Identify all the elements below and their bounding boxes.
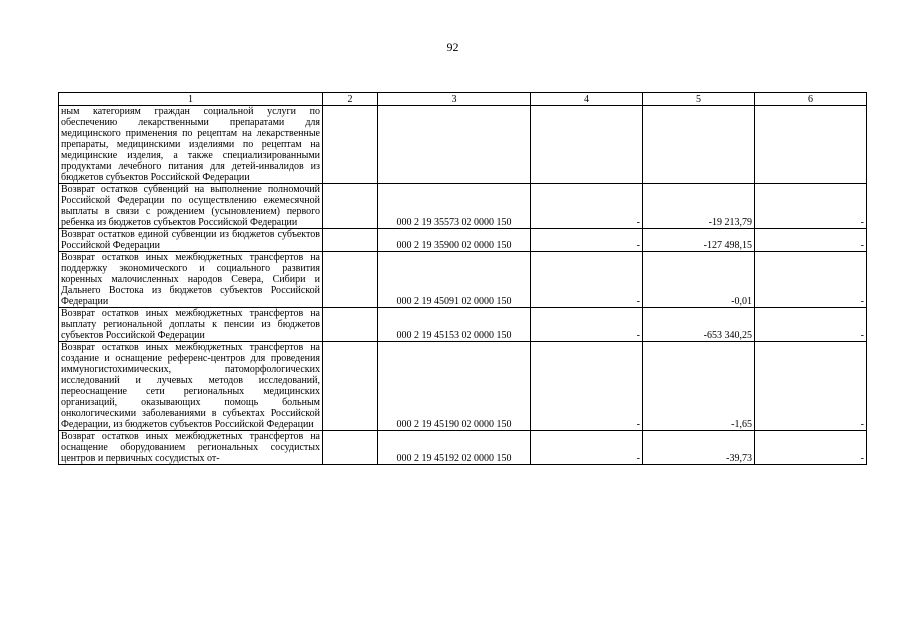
row-col4: - [531, 229, 643, 252]
row-col4: - [531, 308, 643, 342]
row-code: 000 2 19 35573 02 0000 150 [378, 184, 531, 229]
table-row [59, 252, 867, 308]
row-col2 [323, 431, 378, 465]
column-header: 1 [59, 93, 323, 106]
column-header: 3 [378, 93, 531, 106]
row-col4: - [531, 431, 643, 465]
column-header: 6 [755, 93, 867, 106]
page-number: 92 [446, 40, 459, 54]
row-col6: - [755, 184, 867, 229]
row-col5 [643, 106, 755, 184]
row-col6: - [755, 342, 867, 431]
row-code: 000 2 19 45153 02 0000 150 [378, 308, 531, 342]
row-col6 [755, 106, 867, 184]
row-description: ным категориям граждан социальной услуги по обеспечению лекарственными препаратами для медицинского применения по рецептам на лекарственные препараты, медицинскими изделиями по рецептам на медицинские изделия, а также специализированными продуктами лечебного питания для детей-инвалидов из бюджетов субъектов Российской Федерации [59, 106, 323, 184]
row-col5: -127 498,15 [643, 229, 755, 252]
row-col2 [323, 229, 378, 252]
budget-table [58, 92, 867, 465]
row-col2 [323, 252, 378, 308]
row-description: Возврат остатков иных межбюджетных трансфертов на создание и оснащение референс-центров для проведения иммуногистохимических, патоморфологических исследований и лучевых методов исследований, переоснащение сети региональных медицинских организаций, оказывающих помощь больным онкологическими заболеваниями в субъектах Российской Федерации, из бюджетов субъектов Российской Федерации [59, 342, 323, 431]
row-code [378, 106, 531, 184]
row-code: 000 2 19 45091 02 0000 150 [378, 252, 531, 308]
row-col5: -0,01 [643, 252, 755, 308]
row-description: Возврат остатков единой субвенции из бюджетов субъектов Российской Федерации [59, 229, 323, 252]
row-col5: -39,73 [643, 431, 755, 465]
table-row [59, 342, 867, 431]
table-row [59, 431, 867, 465]
row-col6: - [755, 431, 867, 465]
row-col4: - [531, 342, 643, 431]
table-row [59, 229, 867, 252]
row-col6: - [755, 229, 867, 252]
row-description: Возврат остатков иных межбюджетных трансфертов на оснащение оборудованием региональных сосудистых центров и первичных сосудистых от- [59, 431, 323, 465]
row-col5: -19 213,79 [643, 184, 755, 229]
row-description: Возврат остатков иных межбюджетных трансфертов на поддержку экономического и социального развития коренных малочисленных народов Севера, Сибири и Дальнего Востока из бюджетов субъектов Российской Федерации [59, 252, 323, 308]
row-description: Возврат остатков иных межбюджетных трансфертов на выплату региональной доплаты к пенсии из бюджетов субъектов Российской Федерации [59, 308, 323, 342]
row-col2 [323, 308, 378, 342]
row-description: Возврат остатков субвенций на выполнение полномочий Российской Федерации по осуществлению ежемесячной выплаты в связи с рождением (усыновлением) первого ребенка из бюджетов субъектов Российской Федерации [59, 184, 323, 229]
table-row [59, 106, 867, 184]
table-row [59, 184, 867, 229]
row-col4: - [531, 252, 643, 308]
row-code: 000 2 19 35900 02 0000 150 [378, 229, 531, 252]
row-col2 [323, 184, 378, 229]
column-header: 2 [323, 93, 378, 106]
row-col6: - [755, 308, 867, 342]
header-row [59, 93, 867, 106]
column-header: 5 [643, 93, 755, 106]
row-code: 000 2 19 45190 02 0000 150 [378, 342, 531, 431]
row-col4 [531, 106, 643, 184]
table-row [59, 308, 867, 342]
row-col2 [323, 342, 378, 431]
row-col4: - [531, 184, 643, 229]
row-col6: - [755, 252, 867, 308]
row-col5: -1,65 [643, 342, 755, 431]
row-col5: -653 340,25 [643, 308, 755, 342]
row-code: 000 2 19 45192 02 0000 150 [378, 431, 531, 465]
row-col2 [323, 106, 378, 184]
column-header: 4 [531, 93, 643, 106]
